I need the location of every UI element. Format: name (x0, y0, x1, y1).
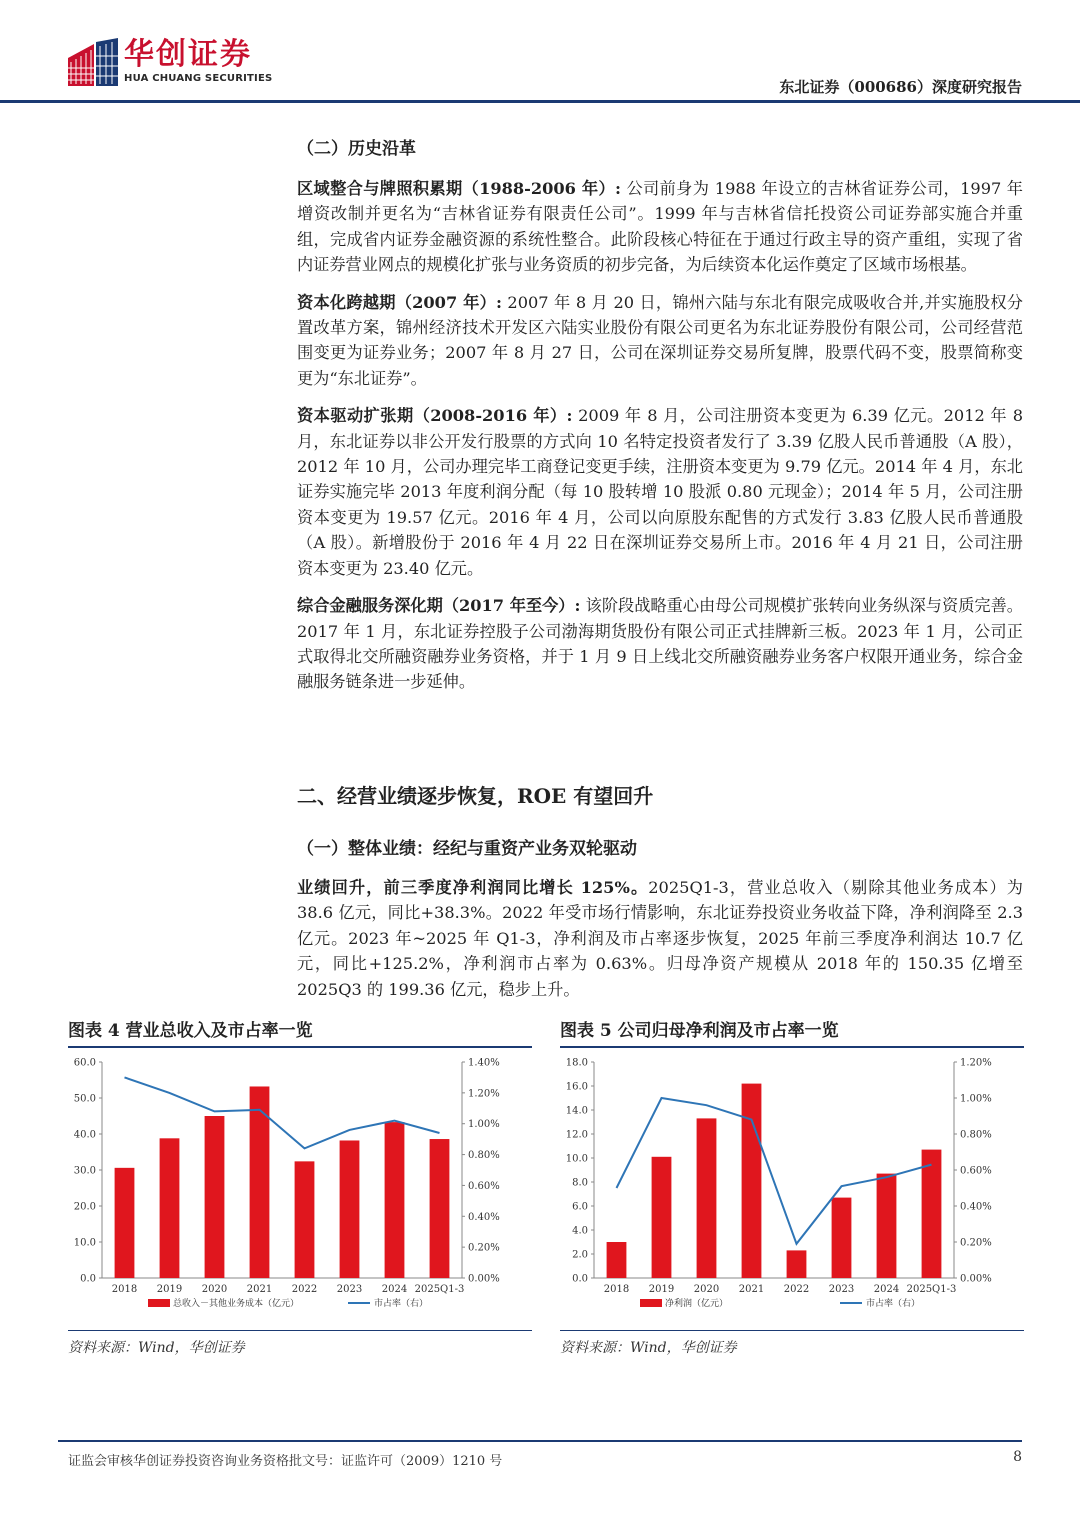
paragraph-body: 2009 年 8 月，公司注册资本变更为 6.39 亿元。2012 年 8 月，东北证券以非公开发行股票的方式向 10 名特定投资者发行了 3.39 亿股人民币普通股（A 股），2012 年 10 月，公司办理完毕工商登记变更手续，注册资本变更为 9.79 亿元。2014 年 4 月，东北证券实施完毕 2013 年度利润分配（每 10 股转增 10 股派 0.80 元现金）；2014 年 5 月，公司注册资本变更为 19.57 亿元。2016 年 4 月，公司以向原股东配售的方式发行 3.83 亿股人民币普通股（A 股）。新增股份于 2016 年 4 月 22 日在深圳证券交易所上市。2016 年 4 月 21 日，公司注册资本变更为 23.40 亿元。 (297, 406, 1023, 578)
bar (385, 1122, 405, 1278)
bar (922, 1150, 942, 1278)
left-axis-tick-label: 20.0 (73, 1201, 96, 1213)
legend-line-label: 市占率（右） (866, 1299, 921, 1309)
left-axis-tick-label: 12.0 (565, 1129, 588, 1141)
left-axis-tick-label: 4.0 (572, 1225, 588, 1237)
left-axis-tick-label: 8.0 (572, 1177, 588, 1189)
right-axis-tick-label: 1.20% (960, 1057, 992, 1069)
right-axis-tick-label: 1.20% (468, 1088, 500, 1100)
logo-chinese-name: 华创证券 (124, 37, 252, 72)
bar (295, 1161, 315, 1278)
figure-5 (560, 1018, 1024, 1338)
left-axis-tick-label: 16.0 (565, 1081, 588, 1093)
right-axis-tick-label: 0.00% (960, 1273, 992, 1285)
bar (205, 1116, 225, 1278)
right-axis-tick-label: 0.60% (960, 1165, 992, 1177)
x-axis-tick-label: 2023 (828, 1284, 855, 1295)
footer-license-text: 证监会审核华创证券投资咨询业务资格批文号：证监许可（2009）1210 号 (68, 1454, 503, 1469)
paragraph-lead: 资本化跨越期（2007 年）: (297, 292, 502, 312)
left-axis-tick-label: 30.0 (73, 1165, 96, 1177)
history-paragraph-2 (297, 290, 1023, 392)
right-axis-tick-label: 0.20% (468, 1242, 500, 1254)
left-axis-tick-label: 6.0 (572, 1201, 588, 1213)
x-axis-tick-label: 2021 (246, 1284, 273, 1295)
legend-bar-label: 总收入－其他业务成本（亿元） (173, 1299, 300, 1309)
history-paragraph-3 (297, 403, 1023, 581)
logo-mark-icon (68, 38, 118, 86)
bar (742, 1084, 762, 1278)
section-subheading: （一）整体业绩：经纪与重资产业务双轮驱动 (297, 839, 637, 859)
x-axis-tick-label: 2020 (693, 1284, 720, 1295)
left-axis-tick-label: 10.0 (73, 1237, 96, 1249)
right-axis-tick-label: 0.80% (960, 1129, 992, 1141)
figure-source: 资料来源：Wind，华创证券 (560, 1340, 737, 1356)
performance-paragraph (297, 875, 1023, 1002)
legend-bar-label: 净利润（亿元） (665, 1299, 729, 1309)
paragraph-body: 该阶段战略重心由母公司规模扩张转向业务纵深与资质完善。2017 年 1 月，东北证券控股子公司渤海期货股份有限公司正式挂牌新三板。2023 年 1 月，公司正式取得北交所融资融券业务资格，并于 1 月 9 日上线北交所融资融券业务客户权限开通业务，综合金融服务链条进一步延伸。 (297, 596, 1023, 692)
net-profit-chart (560, 1048, 1024, 1338)
legend-line-label: 市占率（右） (374, 1299, 429, 1309)
x-axis-tick-label: 2018 (603, 1284, 630, 1295)
x-axis-tick-label: 2019 (648, 1284, 675, 1295)
left-axis-tick-label: 0.0 (572, 1273, 588, 1285)
left-axis-tick-label: 10.0 (565, 1153, 588, 1165)
x-axis-tick-label: 2025Q1-3 (414, 1284, 465, 1295)
right-axis-tick-label: 0.20% (960, 1237, 992, 1249)
x-axis-tick-label: 2023 (336, 1284, 363, 1295)
bar (832, 1198, 852, 1278)
x-axis-tick-label: 2021 (738, 1284, 765, 1295)
history-paragraph-4 (297, 593, 1023, 695)
x-axis-tick-label: 2024 (381, 1284, 408, 1295)
right-axis-tick-label: 0.80% (468, 1150, 500, 1162)
left-axis-tick-label: 2.0 (572, 1249, 588, 1261)
left-axis-tick-label: 50.0 (73, 1093, 96, 1105)
right-axis-tick-label: 0.40% (468, 1211, 500, 1223)
left-axis-tick-label: 18.0 (565, 1057, 588, 1069)
bar (160, 1138, 180, 1278)
revenue-chart (68, 1048, 532, 1338)
paragraph-lead: 区域整合与牌照积累期（1988-2006 年）: (297, 179, 621, 198)
left-axis-tick-label: 14.0 (565, 1105, 588, 1117)
x-axis-tick-label: 2019 (156, 1284, 183, 1295)
figure-title: 图表 4 营业总收入及市占率一览 (68, 1021, 313, 1041)
footer-divider (58, 1440, 1022, 1442)
bar (340, 1140, 360, 1278)
history-section (297, 134, 1023, 707)
figure-4 (68, 1018, 532, 1338)
right-axis-tick-label: 0.40% (960, 1201, 992, 1213)
right-axis-tick-label: 0.00% (468, 1273, 500, 1285)
bar (697, 1118, 717, 1278)
page-header (0, 0, 1080, 104)
bar (877, 1174, 897, 1278)
paragraph-lead: 资本驱动扩张期（2008-2016 年）: (297, 406, 573, 426)
right-axis-tick-label: 1.00% (468, 1119, 500, 1131)
x-axis-tick-label: 2025Q1-3 (906, 1284, 957, 1295)
paragraph-body: 2007 年 8 月 20 日，锦州六陆与东北有限完成吸收合并,并实施股权分置改革方案，锦州经济技术开发区六陆实业股份有限公司更名为东北证券股份有限公司，公司经营范围变更为证券业务；2007 年 8 月 27 日，公司在深圳证券交易所复牌，股票代码不变，股票简称变更为“东北证券”。 (297, 292, 1023, 388)
logo-english-name: HUA CHUANG SECURITIES (124, 73, 273, 84)
x-axis-tick-label: 2022 (783, 1284, 810, 1295)
report-title: 东北证券（000686）深度研究报告 (779, 78, 1022, 96)
paragraph-body: 2025Q1-3，营业总收入（剔除其他业务成本）为 38.6 亿元，同比+38.3%。2022 年受市场行情影响，东北证券投资业务收益下降，净利润降至 2.3 亿元。2023 年~2025 年 Q1-3，净利润及市占率逐步恢复，2025 年前三季度净利润达 10.7 亿元，同比+125.2%，净利润市占率为 0.63%。归母净资产规模从 2018 年的 150.35 亿增至 2025Q3 的 199.36 亿元，稳步上升。 (297, 878, 1023, 999)
paragraph-lead: 业绩回升，前三季度净利润同比增长 125%。 (297, 878, 649, 897)
x-axis-tick-label: 2022 (291, 1284, 318, 1295)
paragraph-body: 公司前身为 1988 年设立的吉林省证券公司，1997 年增资改制并更名为“吉林省证券有限责任公司”。1999 年与吉林省信托投资公司证券部实施合并重组，完成省内证券金融资源的系统性整合。此阶段核心特征在于通过行政主导的资产重组，实现了省内证券营业网点的规模化扩张与业务资质的初步完备，为后续资本化运作奠定了区域市场根基。 (297, 179, 1023, 275)
bar (607, 1242, 627, 1278)
bar (115, 1168, 135, 1278)
section-heading: 二、经营业绩逐步恢复，ROE 有望回升 (297, 784, 654, 808)
company-logo (68, 38, 288, 88)
legend-bar-swatch (640, 1299, 662, 1307)
right-axis-tick-label: 0.60% (468, 1180, 500, 1192)
bar (787, 1250, 807, 1278)
legend-bar-swatch (148, 1299, 170, 1307)
figure-bottom-rule (560, 1330, 1024, 1331)
page-number: 8 (1013, 1449, 1022, 1465)
bar (652, 1157, 672, 1278)
header-divider (0, 100, 1080, 103)
left-axis-tick-label: 60.0 (73, 1057, 96, 1069)
history-paragraph-1 (297, 176, 1023, 278)
figure-source: 资料来源：Wind，华创证券 (68, 1340, 245, 1356)
right-axis-tick-label: 1.00% (960, 1093, 992, 1105)
paragraph-lead: 综合金融服务深化期（2017 年至今）: (297, 596, 581, 616)
x-axis-tick-label: 2020 (201, 1284, 228, 1295)
right-axis-tick-label: 1.40% (468, 1057, 500, 1069)
left-axis-tick-label: 0.0 (80, 1273, 96, 1285)
figure-bottom-rule (68, 1330, 532, 1331)
x-axis-tick-label: 2018 (111, 1284, 138, 1295)
bar (430, 1139, 450, 1278)
left-axis-tick-label: 40.0 (73, 1129, 96, 1141)
figure-title: 图表 5 公司归母净利润及市占率一览 (560, 1021, 839, 1041)
history-heading: （二）历史沿革 (297, 139, 416, 159)
x-axis-tick-label: 2024 (873, 1284, 900, 1295)
